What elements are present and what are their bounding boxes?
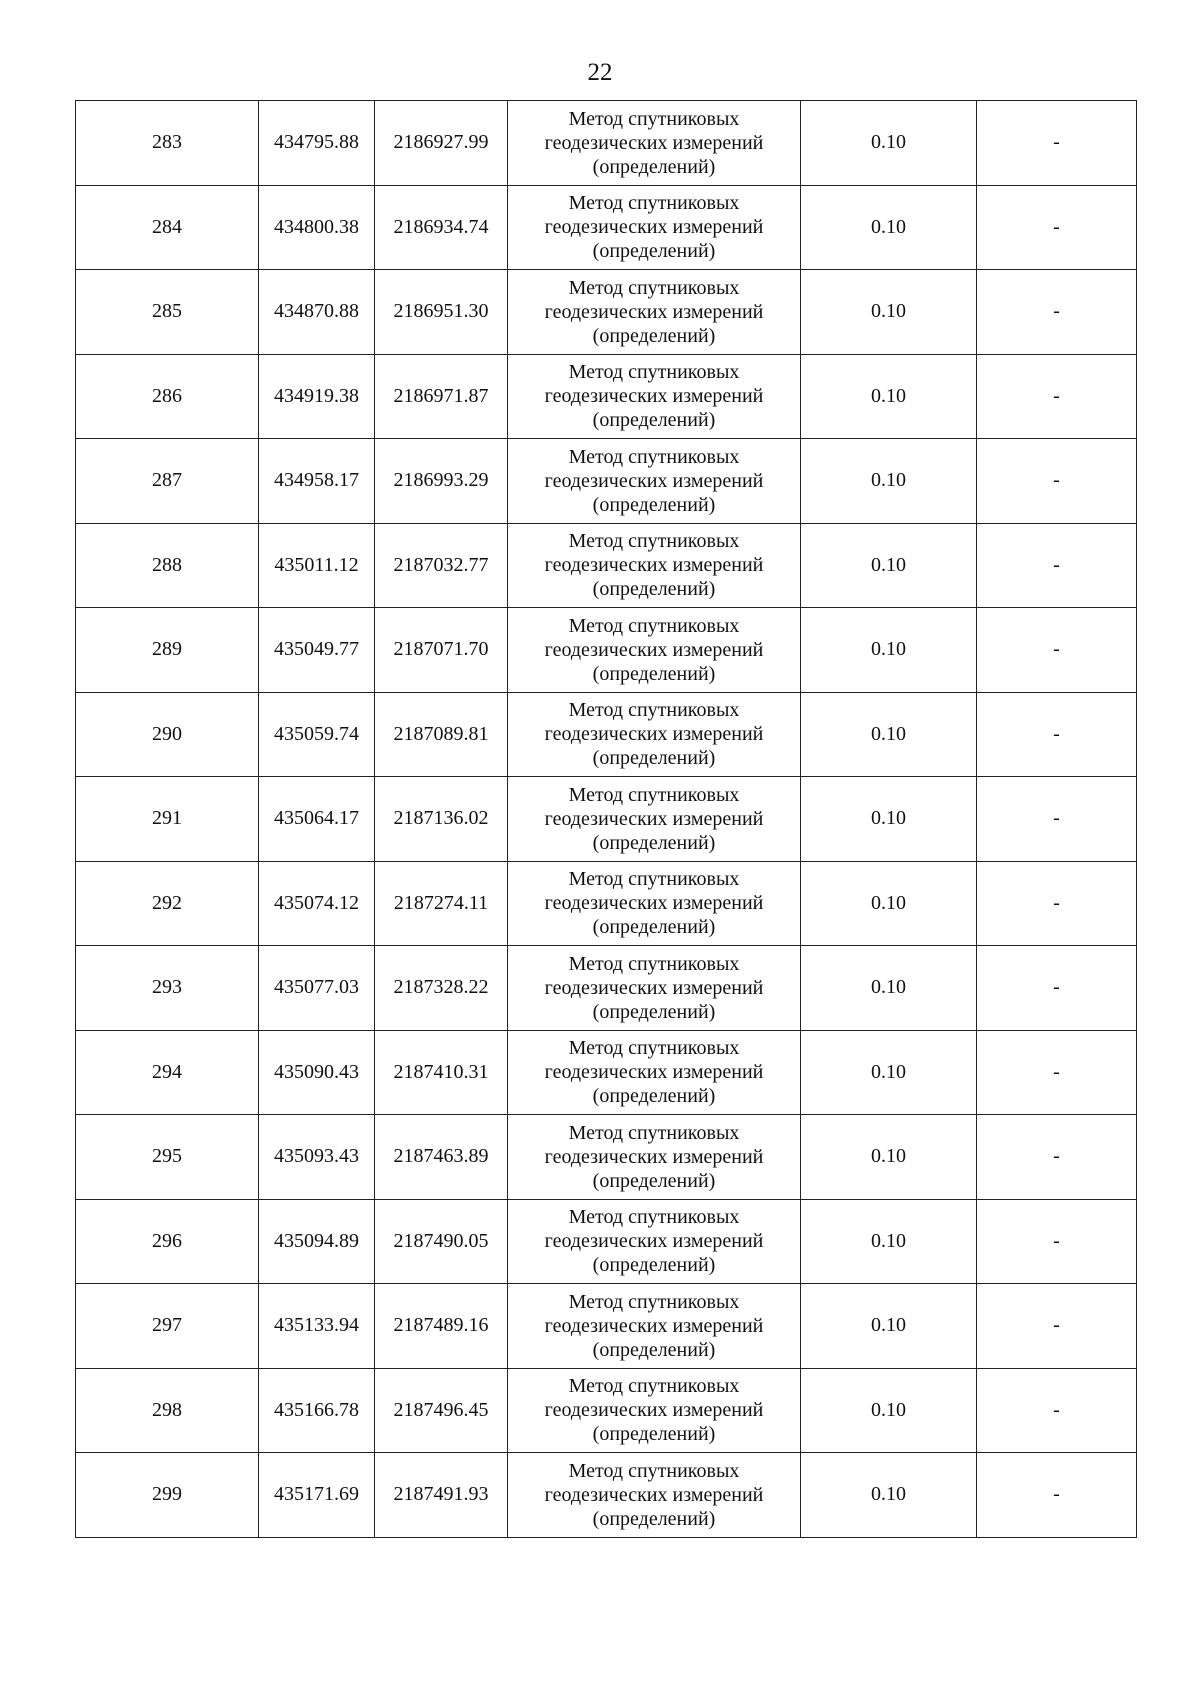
method-text-line: Метод спутниковых xyxy=(568,952,740,975)
method-cell xyxy=(508,608,801,693)
method-text-line: геодезических измерений xyxy=(544,1145,764,1168)
point-number-cell: 283 xyxy=(76,101,259,186)
y-coordinate-cell: 2187274.11 xyxy=(375,861,508,946)
y-coordinate-cell: 2187410.31 xyxy=(375,1030,508,1115)
method-cell xyxy=(508,1284,801,1369)
x-coordinate-cell: 434870.88 xyxy=(259,270,375,355)
y-coordinate-cell: 2186993.29 xyxy=(375,439,508,524)
x-coordinate-cell: 435094.89 xyxy=(259,1199,375,1284)
table-row xyxy=(76,185,1137,270)
table-row xyxy=(76,270,1137,355)
x-coordinate-cell: 435077.03 xyxy=(259,946,375,1031)
y-coordinate-cell: 2187071.70 xyxy=(375,608,508,693)
accuracy-cell: 0.10 xyxy=(801,439,977,524)
method-text-line: Метод спутниковых xyxy=(568,1037,740,1060)
method-text-line: Метод спутниковых xyxy=(568,1290,740,1313)
y-coordinate-cell: 2187328.22 xyxy=(375,946,508,1031)
x-coordinate-cell: 435093.43 xyxy=(259,1115,375,1200)
y-coordinate-cell: 2187489.16 xyxy=(375,1284,508,1369)
table-row xyxy=(76,608,1137,693)
method-text-line: геодезических измерений xyxy=(544,1399,764,1422)
method-cell xyxy=(508,523,801,608)
method-text-line: Метод спутниковых xyxy=(568,783,740,806)
method-text-line: Метод спутниковых xyxy=(568,868,740,891)
method-text-line: (определений) xyxy=(592,240,716,263)
method-text-line: геодезических измерений xyxy=(544,131,764,154)
note-cell: - xyxy=(977,1030,1137,1115)
note-cell: - xyxy=(977,608,1137,693)
accuracy-cell: 0.10 xyxy=(801,1030,977,1115)
note-cell: - xyxy=(977,1199,1137,1284)
note-cell: - xyxy=(977,1115,1137,1200)
note-cell: - xyxy=(977,101,1137,186)
table-row xyxy=(76,1030,1137,1115)
x-coordinate-cell: 434958.17 xyxy=(259,439,375,524)
method-text-line: Метод спутниковых xyxy=(568,445,740,468)
table-row xyxy=(76,1199,1137,1284)
method-cell xyxy=(508,1115,801,1200)
method-text-line: (определений) xyxy=(592,747,716,770)
note-cell: - xyxy=(977,946,1137,1031)
method-text-line: геодезических измерений xyxy=(544,1314,764,1337)
x-coordinate-cell: 435011.12 xyxy=(259,523,375,608)
method-text-line: Метод спутниковых xyxy=(568,1459,740,1482)
method-text-line: Метод спутниковых xyxy=(568,1375,740,1398)
method-text-line: геодезических измерений xyxy=(544,723,764,746)
x-coordinate-cell: 435166.78 xyxy=(259,1368,375,1453)
method-text-line: Метод спутниковых xyxy=(568,699,740,722)
point-number-cell: 290 xyxy=(76,692,259,777)
method-cell xyxy=(508,1199,801,1284)
x-coordinate-cell: 435171.69 xyxy=(259,1453,375,1538)
y-coordinate-cell: 2187496.45 xyxy=(375,1368,508,1453)
table-row xyxy=(76,1453,1137,1538)
method-text-line: геодезических измерений xyxy=(544,1061,764,1084)
method-cell xyxy=(508,185,801,270)
method-text-line: геодезических измерений xyxy=(544,300,764,323)
point-number-cell: 295 xyxy=(76,1115,259,1200)
method-text-line: (определений) xyxy=(592,155,716,178)
x-coordinate-cell: 435059.74 xyxy=(259,692,375,777)
method-text-line: (определений) xyxy=(592,916,716,939)
method-text-line: (определений) xyxy=(592,578,716,601)
y-coordinate-cell: 2187032.77 xyxy=(375,523,508,608)
method-cell xyxy=(508,692,801,777)
note-cell: - xyxy=(977,185,1137,270)
table-row xyxy=(76,523,1137,608)
table-row xyxy=(76,101,1137,186)
note-cell: - xyxy=(977,777,1137,862)
accuracy-cell: 0.10 xyxy=(801,1453,977,1538)
method-text-line: (определений) xyxy=(592,1000,716,1023)
point-number-cell: 292 xyxy=(76,861,259,946)
method-text-line: (определений) xyxy=(592,324,716,347)
method-text-line: геодезических измерений xyxy=(544,1230,764,1253)
accuracy-cell: 0.10 xyxy=(801,523,977,608)
accuracy-cell: 0.10 xyxy=(801,946,977,1031)
accuracy-cell: 0.10 xyxy=(801,1199,977,1284)
y-coordinate-cell: 2186951.30 xyxy=(375,270,508,355)
point-number-cell: 286 xyxy=(76,354,259,439)
method-text-line: геодезических измерений xyxy=(544,976,764,999)
method-text-line: (определений) xyxy=(592,662,716,685)
note-cell: - xyxy=(977,1284,1137,1369)
point-number-cell: 287 xyxy=(76,439,259,524)
x-coordinate-cell: 435064.17 xyxy=(259,777,375,862)
y-coordinate-cell: 2187463.89 xyxy=(375,1115,508,1200)
table-row xyxy=(76,692,1137,777)
y-coordinate-cell: 2186971.87 xyxy=(375,354,508,439)
method-cell xyxy=(508,1030,801,1115)
point-number-cell: 294 xyxy=(76,1030,259,1115)
table-row xyxy=(76,777,1137,862)
table-row xyxy=(76,1368,1137,1453)
method-cell xyxy=(508,777,801,862)
note-cell: - xyxy=(977,1368,1137,1453)
method-text-line: геодезических измерений xyxy=(544,638,764,661)
method-text-line: Метод спутниковых xyxy=(568,192,740,215)
accuracy-cell: 0.10 xyxy=(801,185,977,270)
method-cell xyxy=(508,354,801,439)
point-number-cell: 297 xyxy=(76,1284,259,1369)
method-text-line: (определений) xyxy=(592,409,716,432)
method-text-line: (определений) xyxy=(592,1169,716,1192)
point-number-cell: 298 xyxy=(76,1368,259,1453)
point-number-cell: 285 xyxy=(76,270,259,355)
page-number: 22 xyxy=(587,59,613,86)
method-text-line: геодезических измерений xyxy=(544,469,764,492)
accuracy-cell: 0.10 xyxy=(801,1115,977,1200)
accuracy-cell: 0.10 xyxy=(801,101,977,186)
note-cell: - xyxy=(977,354,1137,439)
table-row xyxy=(76,1284,1137,1369)
y-coordinate-cell: 2187491.93 xyxy=(375,1453,508,1538)
method-text-line: геодезических измерений xyxy=(544,892,764,915)
method-cell xyxy=(508,861,801,946)
x-coordinate-cell: 434795.88 xyxy=(259,101,375,186)
method-text-line: геодезических измерений xyxy=(544,807,764,830)
y-coordinate-cell: 2186934.74 xyxy=(375,185,508,270)
method-text-line: (определений) xyxy=(592,831,716,854)
point-number-cell: 291 xyxy=(76,777,259,862)
method-cell xyxy=(508,270,801,355)
x-coordinate-cell: 435074.12 xyxy=(259,861,375,946)
method-cell xyxy=(508,946,801,1031)
accuracy-cell: 0.10 xyxy=(801,270,977,355)
y-coordinate-cell: 2186927.99 xyxy=(375,101,508,186)
point-number-cell: 293 xyxy=(76,946,259,1031)
method-text-line: геодезических измерений xyxy=(544,554,764,577)
x-coordinate-cell: 435133.94 xyxy=(259,1284,375,1369)
note-cell: - xyxy=(977,861,1137,946)
accuracy-cell: 0.10 xyxy=(801,861,977,946)
method-text-line: геодезических измерений xyxy=(544,216,764,239)
x-coordinate-cell: 434919.38 xyxy=(259,354,375,439)
accuracy-cell: 0.10 xyxy=(801,777,977,862)
table-row xyxy=(76,439,1137,524)
coordinates-table xyxy=(75,100,1137,1538)
note-cell: - xyxy=(977,270,1137,355)
method-text-line: (определений) xyxy=(592,1085,716,1108)
accuracy-cell: 0.10 xyxy=(801,692,977,777)
method-text-line: Метод спутниковых xyxy=(568,530,740,553)
x-coordinate-cell: 435049.77 xyxy=(259,608,375,693)
point-number-cell: 299 xyxy=(76,1453,259,1538)
method-cell xyxy=(508,1368,801,1453)
point-number-cell: 289 xyxy=(76,608,259,693)
method-cell xyxy=(508,1453,801,1538)
accuracy-cell: 0.10 xyxy=(801,1368,977,1453)
method-text-line: геодезических измерений xyxy=(544,1483,764,1506)
method-text-line: Метод спутниковых xyxy=(568,107,740,130)
table-row xyxy=(76,1115,1137,1200)
table-row xyxy=(76,861,1137,946)
x-coordinate-cell: 435090.43 xyxy=(259,1030,375,1115)
y-coordinate-cell: 2187136.02 xyxy=(375,777,508,862)
x-coordinate-cell: 434800.38 xyxy=(259,185,375,270)
method-text-line: Метод спутниковых xyxy=(568,1206,740,1229)
method-text-line: геодезических измерений xyxy=(544,385,764,408)
accuracy-cell: 0.10 xyxy=(801,354,977,439)
method-text-line: Метод спутниковых xyxy=(568,614,740,637)
coordinates-table-body xyxy=(76,101,1137,1538)
table-row xyxy=(76,946,1137,1031)
y-coordinate-cell: 2187490.05 xyxy=(375,1199,508,1284)
point-number-cell: 284 xyxy=(76,185,259,270)
method-text-line: (определений) xyxy=(592,1254,716,1277)
note-cell: - xyxy=(977,523,1137,608)
method-text-line: (определений) xyxy=(592,1338,716,1361)
method-text-line: Метод спутниковых xyxy=(568,276,740,299)
method-text-line: (определений) xyxy=(592,1507,716,1530)
method-cell xyxy=(508,101,801,186)
point-number-cell: 296 xyxy=(76,1199,259,1284)
method-text-line: (определений) xyxy=(592,1423,716,1446)
table-row xyxy=(76,354,1137,439)
method-text-line: Метод спутниковых xyxy=(568,361,740,384)
method-text-line: (определений) xyxy=(592,493,716,516)
note-cell: - xyxy=(977,1453,1137,1538)
method-text-line: Метод спутниковых xyxy=(568,1121,740,1144)
note-cell: - xyxy=(977,439,1137,524)
accuracy-cell: 0.10 xyxy=(801,1284,977,1369)
point-number-cell: 288 xyxy=(76,523,259,608)
accuracy-cell: 0.10 xyxy=(801,608,977,693)
y-coordinate-cell: 2187089.81 xyxy=(375,692,508,777)
note-cell: - xyxy=(977,692,1137,777)
method-cell xyxy=(508,439,801,524)
